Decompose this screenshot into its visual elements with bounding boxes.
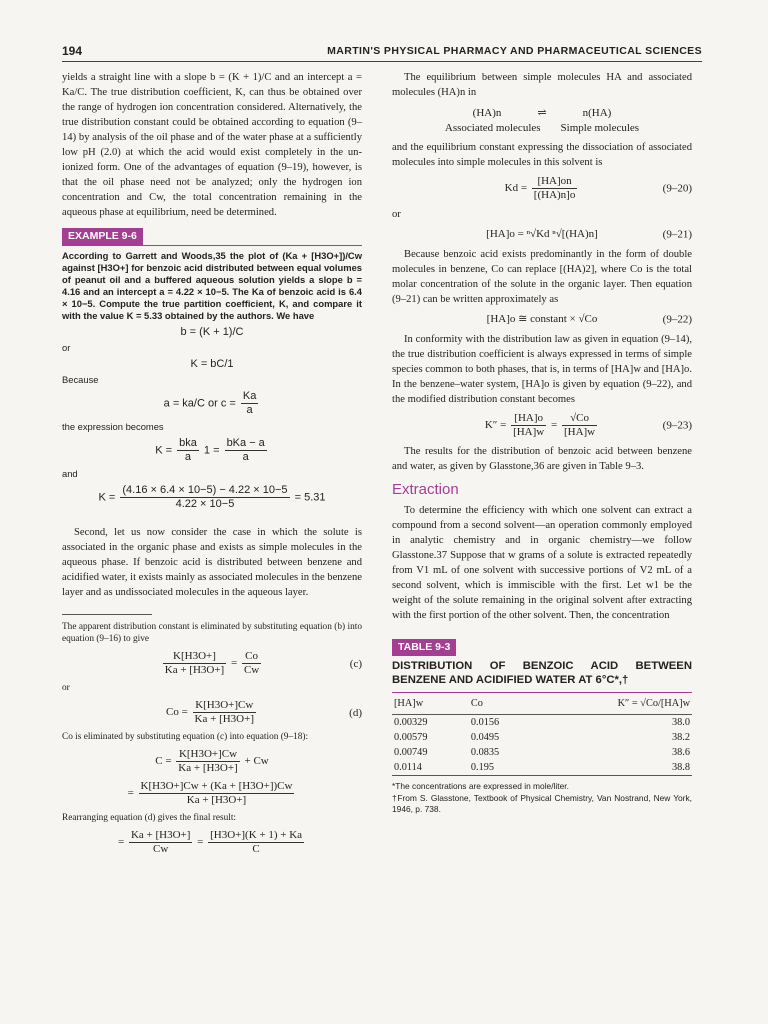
eq-g-num1: Ka + [H3O+] [130, 829, 191, 841]
footnote-eq-e [62, 748, 362, 775]
table-cell: 0.00329 [394, 717, 428, 728]
right-paragraph-1: The equilibrium between simple molecules HA and associated molecules (HA)n in [392, 72, 692, 98]
header-rule [62, 61, 702, 62]
table-cell: 38.6 [671, 747, 690, 758]
table-row [392, 760, 692, 776]
eq-9-23-lhs: K″ = [484, 419, 507, 432]
table-tag: TABLE 9-3 [392, 639, 456, 656]
label-or: or [62, 342, 71, 353]
eq-g-num2: [H3O+](K + 1) + Ka [210, 829, 303, 841]
table-cell: 0.00749 [394, 747, 428, 758]
eq-intercept-num: Ka [242, 390, 257, 402]
eq-9-20-den: [(HA)n]o [533, 189, 576, 201]
eq-f-num: K[H3O+]Cw + (Ka + [H3O+])Cw [140, 780, 293, 792]
left-paragraph-2: Second, let us now consider the case in which the solute is associated in the organic phase and exists as simple molecules in the aqueous phase. If benzoic acid is distributed between benzene and acidified water, it exists mainly as associated molecules in the benzene layer and as undissociated molecules in the aqueous layer. [62, 527, 362, 598]
eq-9-22-label: (9–22) [662, 313, 692, 325]
left-column [62, 70, 362, 861]
page-number: 194 [62, 44, 83, 58]
eq-slope: b = (K + 1)/C [180, 326, 244, 338]
table-cell: 0.0835 [470, 747, 500, 758]
eq-d-lhs: Co = [166, 706, 188, 719]
table-cell: 38.8 [535, 760, 692, 776]
footnote-eq-d [62, 699, 362, 726]
eq-f-den: Ka + [H3O+] [186, 794, 247, 806]
eq-9-20 [392, 175, 692, 202]
table-header-row [392, 693, 692, 715]
table-row [392, 745, 692, 760]
footnote-text-2: Co is eliminated by substituting equation (c) into equation (9–18): [62, 732, 309, 742]
eq-num-numerator: (4.16 × 6.4 × 10−5) − 4.22 × 10−5 [122, 484, 288, 496]
eq-9-21 [392, 227, 692, 242]
eq-k-num1: bka [179, 437, 197, 449]
eq-k-numeric [62, 484, 362, 511]
eq-e-rhs: + Cw [244, 755, 269, 768]
eq-9-22-body: [HA]o ≅ constant × √Co [486, 313, 598, 325]
eq-e-den: Ka + [H3O+] [178, 762, 238, 774]
eq-9-20-lhs: Kd = [504, 182, 528, 195]
eq-9-22 [392, 312, 692, 327]
eq-c-den1: Ka + [H3O+] [164, 664, 225, 676]
right-paragraph-6: To determine the efficiency with which one solvent can extract a compound from a second solvent—an operation commonly employed in analytic chemistry and in organic chemistry—we follow Glasstone.37 Suppose that w grams of a solute is extracted repeatedly from V1 mL of one solvent with successive portions of V2 mL of a second solvent, which is immiscible with the first. Let w1 be the weight of the solute remaining in the original solvent after extracting with the first portion of the other solvent. Then, the concentration [392, 505, 692, 621]
table-header-cell: [HA]w [392, 693, 469, 715]
eq-d-num: K[H3O+]Cw [193, 699, 256, 713]
example-rule [62, 245, 362, 246]
table-note-1: *The concentrations are expressed in mole/liter. [392, 781, 569, 791]
eq-k-lhs: K = [155, 444, 173, 457]
eq-k-den1: a [184, 451, 192, 463]
table-title: DISTRIBUTION OF BENZOIC ACID BETWEEN BENZENE AND ACIDIFIED WATER AT 6°C*,† [392, 660, 692, 686]
eq-num-lhs: K = [98, 491, 116, 504]
eq-c-num2: Co [242, 650, 261, 664]
eq-c-den2: Cw [243, 664, 260, 676]
association-equilibrium [392, 106, 692, 136]
eq-9-20-label: (9–20) [662, 182, 692, 194]
eq-9-23-mid: = [551, 419, 558, 432]
footnote-eq-f [62, 780, 362, 807]
table-row [392, 730, 692, 745]
section-heading-extraction: Extraction [392, 481, 459, 498]
eq-9-23-label: (9–23) [662, 419, 692, 431]
assoc-label-left: Associated molecules [444, 122, 541, 134]
eq-num-result: = 5.31 [294, 491, 326, 504]
eq-k-num2: bKa − a [226, 437, 265, 449]
assoc-left: (HA)n [472, 107, 502, 119]
eq-9-23-num2: √Co [562, 412, 597, 426]
eq-9-23-den2: [HA]w [563, 426, 596, 438]
eq-e-num: K[H3O+]Cw [176, 748, 239, 762]
label-because: Because [62, 374, 99, 385]
table-cell: 38.2 [671, 732, 690, 743]
table-note-2: †From S. Glasstone, Textbook of Physical Chemistry, Van Nostrand, New York, 1946, p. 738. [392, 793, 692, 814]
example-box [62, 228, 362, 511]
right-paragraph-3: Because benzoic acid exists predominantly in the form of double molecules in benzene, Co can replace [(HA)2], where Co is the total molar concentration of the solute in the organic layer. Then equation (9–21) can be written approximately as [392, 249, 692, 305]
eq-d-den: Ka + [H3O+] [194, 713, 254, 725]
eq-9-21-label: (9–21) [662, 228, 692, 240]
eq-intercept [62, 390, 362, 417]
eq-k-mid: 1 = [203, 444, 220, 457]
right-paragraph-4: In conformity with the distribution law as given in equation (9–14), the true distribution coefficient is always expressed in terms of simple species common to both phases, that is, in terms of [HA]w and [HA]o. In the benzene–water system, [HA]o is given by equation (9–22), and the modified distribution constant becomes [392, 334, 692, 405]
right-paragraph-5: The results for the distribution of benzoic acid between benzene and water, as given by Glasstone,36 are given in Table 9–3. [392, 446, 692, 472]
table-header-cell: Co [469, 693, 535, 715]
eq-c-label: (c) [349, 657, 362, 670]
eq-g-mid: = [197, 836, 204, 849]
eq-9-23-den1: [HA]w [513, 426, 545, 438]
table-cell: 0.0114 [392, 760, 469, 776]
table-cell: 38.0 [671, 717, 690, 728]
equilibrium-arrow-icon: ⇌ [537, 107, 547, 119]
right-column [392, 70, 692, 815]
table-cell: 0.00579 [394, 732, 428, 743]
example-text: According to Garrett and Woods,35 the plot of (Ka + [H3O+])/Cw against [H3O+] for benzoic acid distributed between equal volumes of peanut oil and a buffered aqueous solution yields a slope b = 4.16 and an intercept a = 4.22 × 10−5. The Ka of benzoic acid is 6.4 × 10−5. Compute the true partition coefficient, K, and compare it with the value K = 5.33 obtained by the authors. We have [62, 250, 362, 321]
eq-c-num1: K[H3O+] [163, 650, 226, 664]
table-header-cell: K″ = √Co/[HA]w [535, 693, 692, 715]
footnote-rule [62, 614, 152, 615]
eq-num-denominator: 4.22 × 10−5 [175, 498, 235, 510]
label-expression: the expression becomes [62, 421, 164, 432]
label-and: and [62, 468, 78, 479]
table-cell: 0.0495 [470, 732, 500, 743]
eq-k-den2: a [242, 451, 249, 463]
eq-g-lhs: = [117, 836, 125, 849]
eq-intercept-den: a [246, 404, 253, 416]
eq-9-21-body: [HA]o = ⁿ√Kd ⁿ√[(HA)n] [486, 228, 598, 240]
eq-e-lhs: C = [155, 755, 172, 768]
eq-f-lhs: = [127, 787, 134, 800]
footnote-eq-g [62, 829, 362, 856]
eq-g-den2: C [252, 843, 260, 855]
assoc-label-right: Simple molecules [560, 122, 640, 134]
footnote-block [62, 621, 362, 856]
footnote-text-1: The apparent distribution constant is eliminated by substituting equation (b) into equation (9–16) to give [62, 622, 362, 644]
footnote-or: or [62, 683, 70, 693]
table-cell: 0.195 [469, 760, 535, 776]
eq-intercept-left: a = ka/C or c = [163, 397, 236, 410]
right-paragraph-2: and the equilibrium constant expressing the dissociation of associated molecules into simple molecules in this solvent is [392, 142, 692, 168]
example-tag: EXAMPLE 9-6 [62, 228, 143, 245]
left-paragraph-1: yields a straight line with a slope b = (K + 1)/C and an intercept a = Ka/C. The true distribution coefficient, K, can thus be obtained over the range of hydrogen ion concentration considered. Alternatively, the true distribution constant could be obtained according to equation (9–14) by analysis of the oil phase and of the water phase at a sufficiently low pH (2.0) at which the acid would exist completely in the un-ionized form. One of the advantages of equation (9–19), however, is that the oil phase need not be analyzed; only the hydrogen ion concentration and Cw, the total concentration remaining in the aqueous phase at equilibrium, need be determined. [62, 72, 362, 218]
eq-k-expression [62, 437, 362, 464]
table-cell: 0.0156 [470, 717, 500, 728]
eq-9-23 [392, 412, 692, 439]
eq-d-label: (d) [349, 706, 362, 719]
eq-9-20-num: [HA]on [532, 175, 578, 189]
footnote-eq-c [62, 650, 362, 677]
table-9-3 [392, 639, 692, 815]
right-or: or [392, 209, 401, 220]
eq-9-23-num1: [HA]o [511, 412, 546, 426]
assoc-right: n(HA) [582, 107, 612, 119]
eq-c-mid: = [230, 657, 238, 670]
footnote-text-3: Rearranging equation (d) gives the final result: [62, 813, 237, 823]
table-grid [392, 692, 692, 776]
running-title: MARTIN'S PHYSICAL PHARMACY AND PHARMACEUTICAL SCIENCES [327, 45, 702, 57]
eq-g-den1: Cw [153, 843, 169, 855]
eq-k-bc: K = bC/1 [190, 358, 234, 370]
table-row [392, 715, 692, 731]
